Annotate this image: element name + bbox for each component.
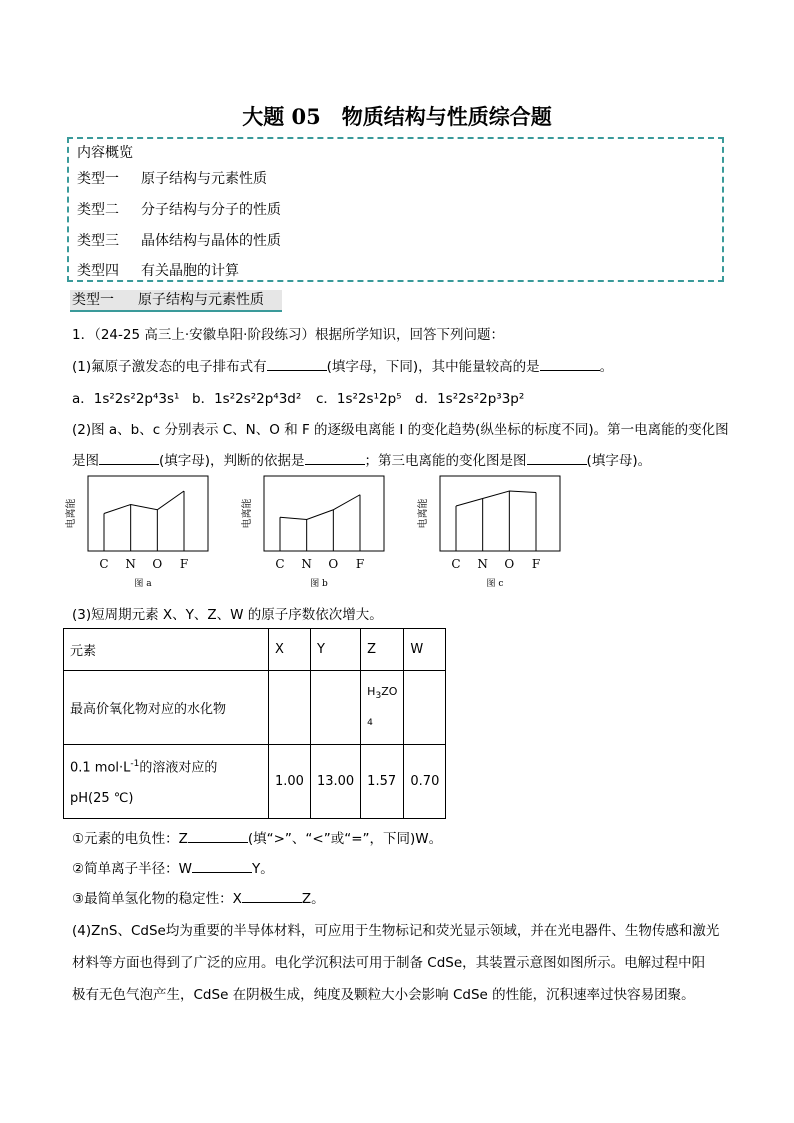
overview-item-label: 有关晶胞的计算 bbox=[141, 263, 239, 279]
section-num: 类型一 bbox=[72, 292, 114, 308]
category-label: N bbox=[301, 557, 312, 571]
chart-caption: 图 b bbox=[310, 579, 328, 589]
chart-frame bbox=[88, 476, 208, 551]
sub-question-2 bbox=[72, 857, 274, 877]
answer-blank[interactable] bbox=[527, 451, 587, 465]
chart-caption: 图 a bbox=[134, 579, 152, 589]
table-cell bbox=[310, 671, 360, 745]
y-axis-label: 电离能 bbox=[66, 498, 77, 529]
section-heading bbox=[70, 290, 282, 312]
text: 的溶液对应的 bbox=[139, 760, 218, 776]
answer-blank[interactable] bbox=[242, 889, 302, 903]
overview-item-num: 类型二 bbox=[77, 202, 119, 218]
category-label: C bbox=[275, 557, 285, 571]
sub-question-3 bbox=[72, 887, 325, 907]
overview-heading: 内容概览 bbox=[77, 145, 133, 161]
overview-item-num: 类型一 bbox=[77, 171, 119, 187]
table-header: X bbox=[269, 629, 311, 671]
overview-item bbox=[77, 260, 239, 280]
table-cell: 1.57 bbox=[361, 745, 404, 819]
question-stem: 1．（24-25 高三上·安徽阜阳·阶段练习）根据所学知识，回答下列问题： bbox=[72, 327, 504, 343]
data-line bbox=[280, 495, 360, 520]
category-label: C bbox=[451, 557, 461, 571]
text: -1 bbox=[130, 759, 140, 770]
question-part-4-line3: 极有无色气泡产生，CdSe 在阴极生成，纯度及颗粒大小会影响 CdSe 的性能，沉积速率过快容易团聚。 bbox=[72, 987, 695, 1003]
category-label: F bbox=[179, 557, 189, 571]
text: 。 bbox=[599, 359, 614, 375]
category-label: F bbox=[355, 557, 365, 571]
answer-blank[interactable] bbox=[188, 829, 248, 843]
ionization-charts bbox=[60, 468, 590, 598]
category-label: C bbox=[99, 557, 109, 571]
category-label: N bbox=[125, 557, 136, 571]
table-cell bbox=[404, 671, 446, 745]
text: Z。 bbox=[301, 891, 325, 907]
question-part-3: (3)短周期元素 X、Y、Z、W 的原子序数依次增大。 bbox=[72, 607, 383, 623]
overview-item bbox=[77, 168, 267, 188]
question-part-1 bbox=[72, 355, 613, 375]
table-cell: 最高价氧化物对应的水化物 bbox=[64, 671, 269, 745]
question-part-2-line1: (2)图 a、b、c 分别表示 C、N、O 和 F 的逐级电离能 I 的变化趋势(纵坐标的标度不同)。第一电离能的变化图 bbox=[72, 422, 729, 438]
category-label: N bbox=[477, 557, 488, 571]
text: Y。 bbox=[251, 861, 274, 877]
category-label: O bbox=[504, 557, 515, 571]
sub-question-1 bbox=[72, 827, 442, 847]
table-header: Z bbox=[361, 629, 404, 671]
overview-item-label: 分子结构与分子的性质 bbox=[141, 202, 281, 218]
table-header: W bbox=[404, 629, 446, 671]
element-table bbox=[63, 628, 446, 819]
table-header: 元素 bbox=[64, 629, 269, 671]
text: H bbox=[367, 685, 376, 699]
text: (填字母)，判断的依据是 bbox=[159, 453, 305, 469]
y-axis-label: 电离能 bbox=[242, 498, 253, 529]
data-line bbox=[456, 491, 536, 506]
overview-item-label: 原子结构与元素性质 bbox=[141, 171, 267, 187]
table-cell: 0.70 bbox=[404, 745, 446, 819]
question-part-4-line1: (4)ZnS、CdSe均为重要的半导体材料，可应用于生物标记和荧光显示领域，并在光电器件、生物传感和激光 bbox=[72, 923, 720, 939]
category-label: O bbox=[152, 557, 163, 571]
overview-item-label: 晶体结构与晶体的性质 bbox=[141, 233, 281, 249]
chart-caption: 图 c bbox=[486, 579, 504, 589]
text: 是图 bbox=[72, 453, 99, 469]
option-d: d．1s²2s²2p³3p² bbox=[415, 391, 525, 407]
table-cell: 1.00 bbox=[269, 745, 311, 819]
table-cell bbox=[64, 745, 269, 819]
table-cell: 13.00 bbox=[310, 745, 360, 819]
table-cell bbox=[361, 671, 404, 745]
answer-blank[interactable] bbox=[540, 357, 600, 371]
question-part-2-line2 bbox=[72, 449, 651, 469]
overview-item bbox=[77, 230, 281, 250]
answer-blank[interactable] bbox=[192, 859, 252, 873]
answer-blank[interactable] bbox=[267, 357, 327, 371]
chart-frame bbox=[440, 476, 560, 551]
text: (填字母，下同)，其中能量较高的是 bbox=[326, 359, 540, 375]
text: ①元素的电负性：Z bbox=[72, 831, 188, 847]
question-part-4-line2: 材料等方面也得到了广泛的应用。电化学沉积法可用于制备 CdSe，其装置示意图如图所示。电解过程中阳 bbox=[72, 955, 706, 971]
overview-item bbox=[77, 199, 281, 219]
option-a: a．1s²2s²2p⁴3s¹ bbox=[72, 391, 180, 407]
text: 4 bbox=[367, 717, 373, 728]
section-label: 原子结构与元素性质 bbox=[138, 292, 264, 308]
text: 0.1 mol·L bbox=[70, 760, 131, 776]
overview-item-num: 类型三 bbox=[77, 233, 119, 249]
text: ③最简单氢化物的稳定性：X bbox=[72, 891, 242, 907]
category-label: O bbox=[328, 557, 339, 571]
y-axis-label: 电离能 bbox=[418, 498, 429, 529]
option-b: b．1s²2s²2p⁴3d² bbox=[192, 391, 302, 407]
overview-box bbox=[67, 137, 724, 282]
table-header: Y bbox=[310, 629, 360, 671]
overview-item-num: 类型四 bbox=[77, 263, 119, 279]
category-label: F bbox=[531, 557, 541, 571]
text: ZO bbox=[381, 685, 398, 699]
text: ；第三电离能的变化图是图 bbox=[364, 453, 527, 469]
text: ②简单离子半径：W bbox=[72, 861, 192, 877]
answer-blank[interactable] bbox=[305, 451, 365, 465]
text: (填字母)。 bbox=[586, 453, 652, 469]
text: (1)氟原子激发态的电子排布式有 bbox=[72, 359, 267, 375]
text: (填“>”、“<”或“=”，下同)W。 bbox=[247, 831, 443, 847]
page-title: 大题 05 物质结构与性质综合题 bbox=[242, 104, 552, 129]
table-cell bbox=[269, 671, 311, 745]
text: 3 bbox=[375, 691, 382, 702]
answer-blank[interactable] bbox=[99, 451, 159, 465]
text: pH(25 ℃) bbox=[70, 790, 134, 806]
data-line bbox=[104, 491, 184, 514]
option-c: c．1s²2s¹2p⁵ bbox=[316, 391, 402, 407]
